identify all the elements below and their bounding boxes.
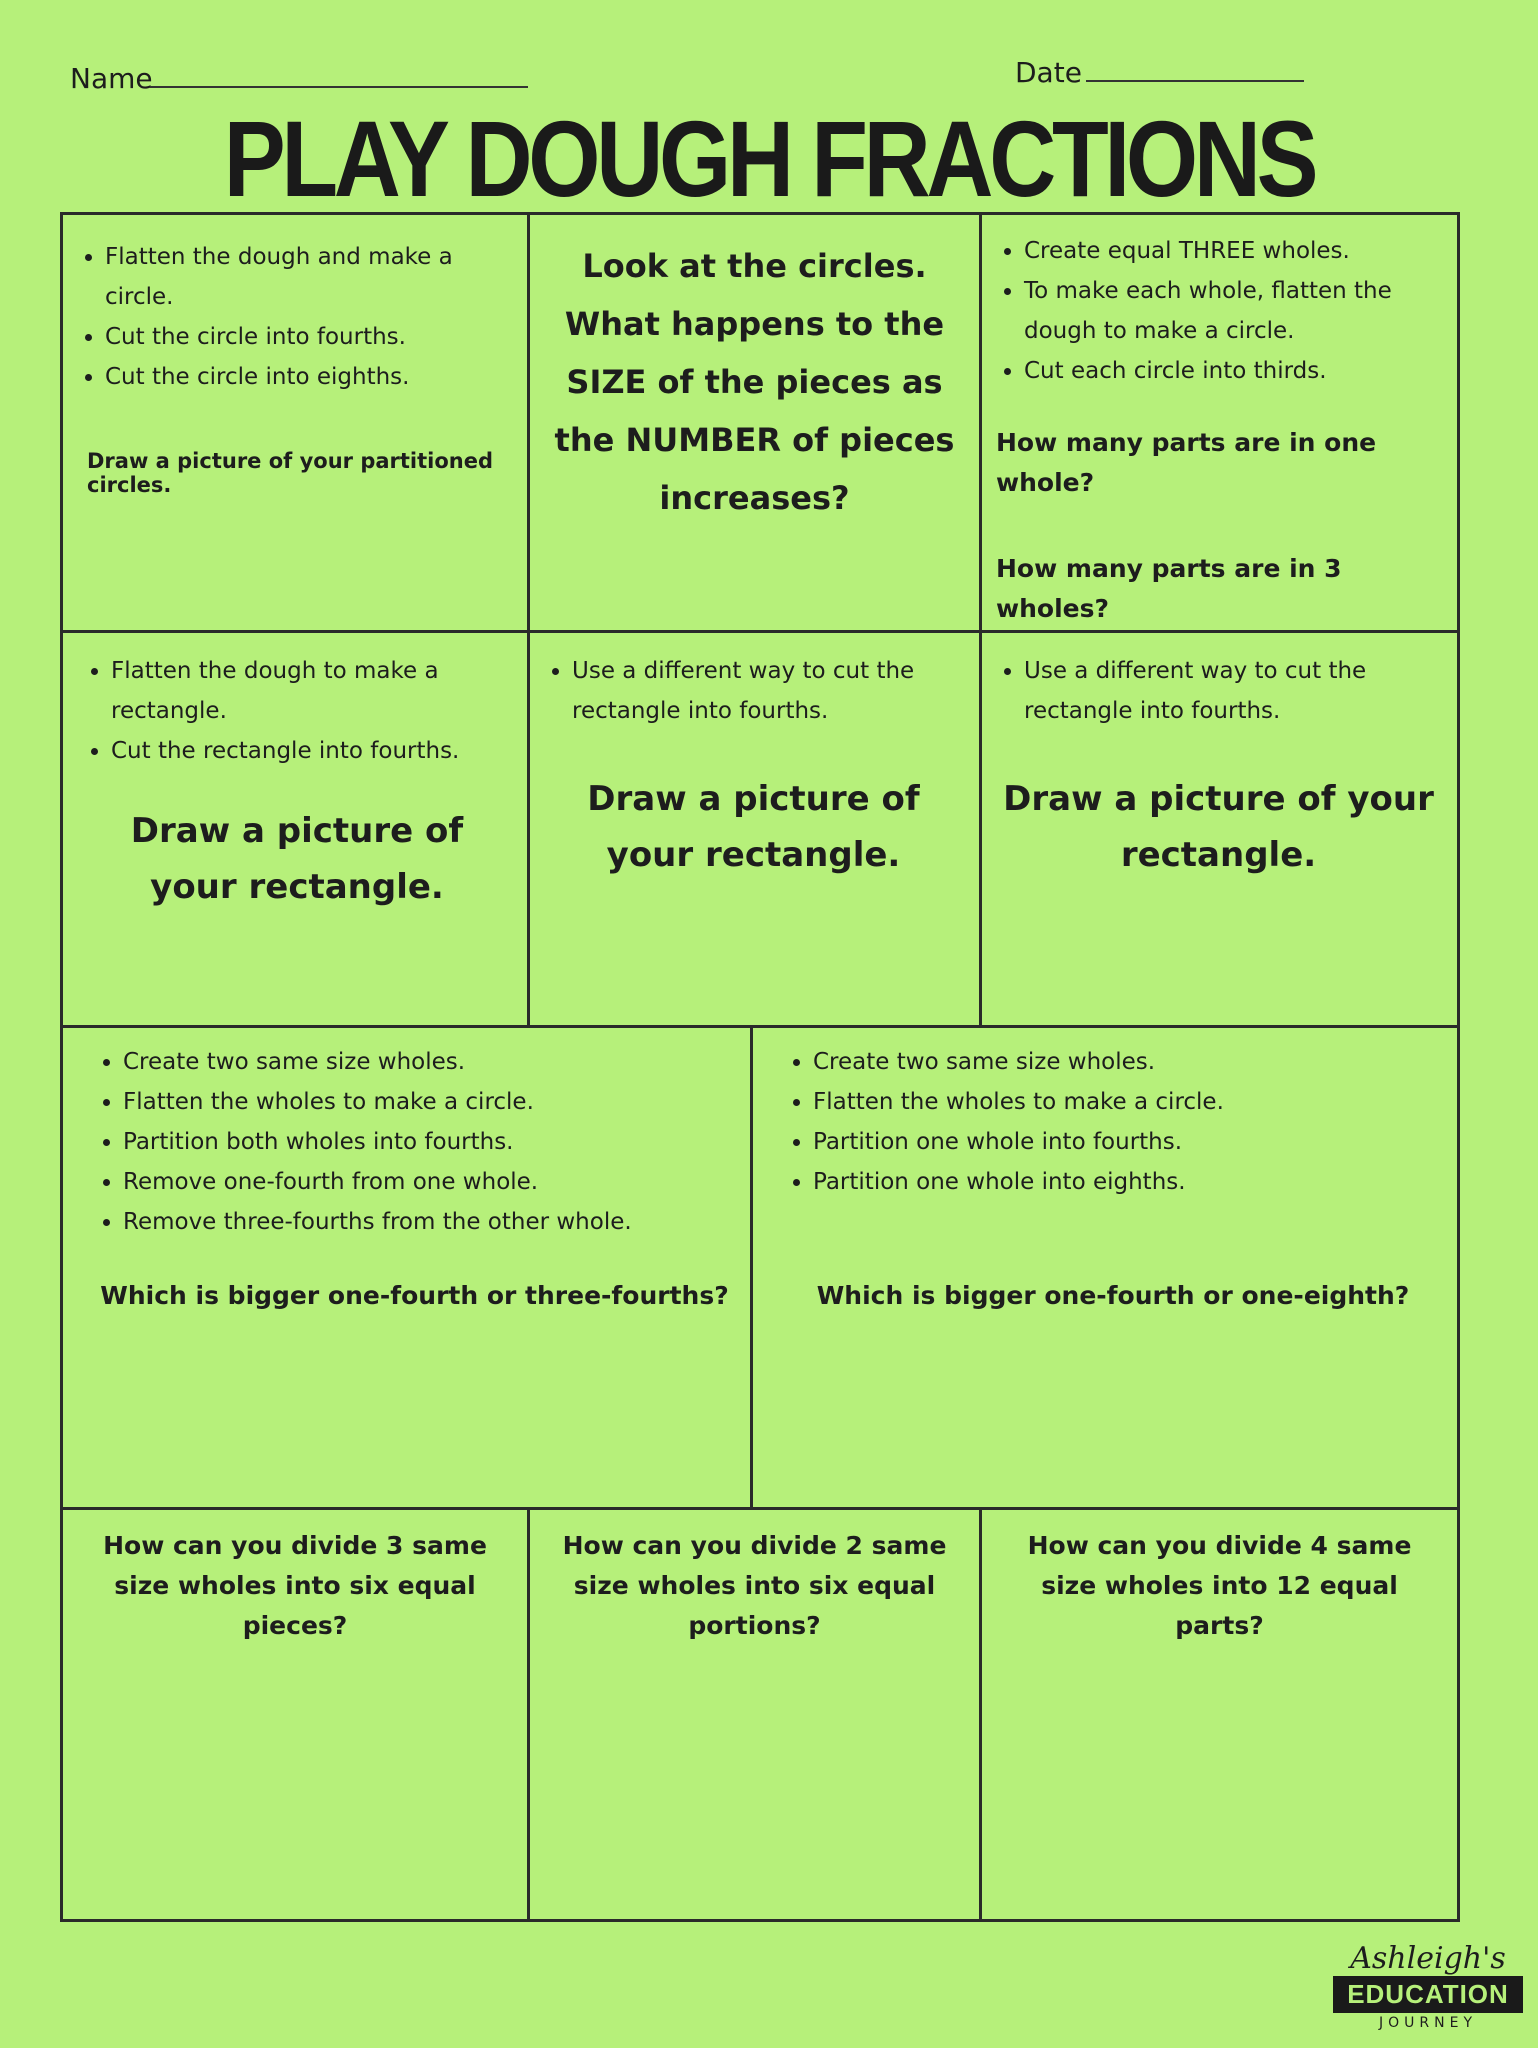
cell-divide-three-wholes bbox=[63, 1510, 530, 1919]
list-item: • Use a different way to cut the rectangle into fourths. bbox=[572, 651, 963, 731]
draw-rectangle-prompt: Draw a picture of your rectangle. bbox=[130, 811, 464, 907]
divide-question: How can you divide 3 same size wholes into six equal pieces? bbox=[103, 1531, 487, 1640]
list-item: • Remove one-fourth from one whole. bbox=[123, 1162, 734, 1202]
cell-compare-fourth-eighth bbox=[753, 1028, 1457, 1510]
parts-three-wholes-question: How many parts are in 3 wholes? bbox=[996, 554, 1342, 623]
activity-grid bbox=[60, 212, 1460, 1922]
date-label: Date bbox=[1015, 56, 1082, 89]
list-item: • Partition both wholes into fourths. bbox=[123, 1122, 734, 1162]
list-item: • Use a different way to cut the rectangle into fourths. bbox=[1024, 651, 1441, 731]
list-item: • Create equal THREE wholes. bbox=[1024, 231, 1443, 271]
logo-sub-text: JOURNEY bbox=[1379, 2015, 1477, 2031]
cell-rectangle-fourths bbox=[63, 633, 530, 1028]
list-item: • Cut the circle into fourths. bbox=[105, 317, 511, 357]
cell-three-wholes bbox=[982, 215, 1457, 633]
draw-rectangle-prompt: Draw a picture of your rectangle. bbox=[587, 779, 920, 875]
cell-divide-four-wholes bbox=[982, 1510, 1457, 1919]
cell-rectangle-different-way-1 bbox=[530, 633, 982, 1028]
compare-question: Which is bigger one-fourth or three-fourths? bbox=[100, 1281, 729, 1310]
list-item: • Flatten the dough to make a rectangle. bbox=[111, 651, 511, 731]
logo-main-text: EDUCATION bbox=[1333, 1976, 1523, 2013]
list-item: • Flatten the wholes to make a circle. bbox=[123, 1082, 734, 1122]
list-item: • Cut each circle into thirds. bbox=[1024, 351, 1443, 391]
compare-question: Which is bigger one-fourth or one-eighth? bbox=[816, 1281, 1410, 1310]
cell-circle-fractions bbox=[63, 215, 530, 633]
draw-prompt: Draw a picture of your partitioned circles. bbox=[87, 449, 494, 497]
list-item: • To make each whole, flatten the dough to make a circle. bbox=[1024, 271, 1443, 351]
brand-logo bbox=[1333, 1942, 1523, 2031]
list-item: • Remove three-fourths from the other whole. bbox=[123, 1202, 734, 1242]
cell-circle-size-question bbox=[530, 215, 982, 633]
list-item: • Partition one whole into fourths. bbox=[813, 1122, 1441, 1162]
divide-question: How can you divide 2 same size wholes into six equal portions? bbox=[562, 1531, 947, 1640]
list-item: • Cut the circle into eighths. bbox=[105, 357, 511, 397]
size-question: Look at the circles. What happens to the SIZE of the pieces as the NUMBER of pieces increases? bbox=[554, 247, 955, 517]
list-item: • Partition one whole into eighths. bbox=[813, 1162, 1441, 1202]
divide-question: How can you divide 4 same size wholes into 12 equal parts? bbox=[1027, 1531, 1412, 1640]
cell-compare-fourths-three-fourths bbox=[63, 1028, 753, 1510]
logo-script-text: Ashleigh's bbox=[1350, 1941, 1506, 1976]
name-label: Name bbox=[70, 62, 153, 95]
list-item: • Cut the rectangle into fourths. bbox=[111, 731, 511, 771]
name-field[interactable] bbox=[150, 86, 528, 88]
date-field[interactable] bbox=[1086, 80, 1304, 82]
draw-rectangle-prompt: Draw a picture of your rectangle. bbox=[1003, 779, 1434, 875]
list-item: • Flatten the dough and make a circle. bbox=[105, 237, 511, 317]
list-item: • Create two same size wholes. bbox=[813, 1042, 1441, 1082]
page-title: PLAY DOUGH FRACTIONS bbox=[223, 98, 1315, 219]
list-item: • Create two same size wholes. bbox=[123, 1042, 734, 1082]
parts-one-whole-question: How many parts are in one whole? bbox=[996, 428, 1377, 497]
cell-rectangle-different-way-2 bbox=[982, 633, 1457, 1028]
list-item: • Flatten the wholes to make a circle. bbox=[813, 1082, 1441, 1122]
cell-divide-two-wholes bbox=[530, 1510, 982, 1919]
